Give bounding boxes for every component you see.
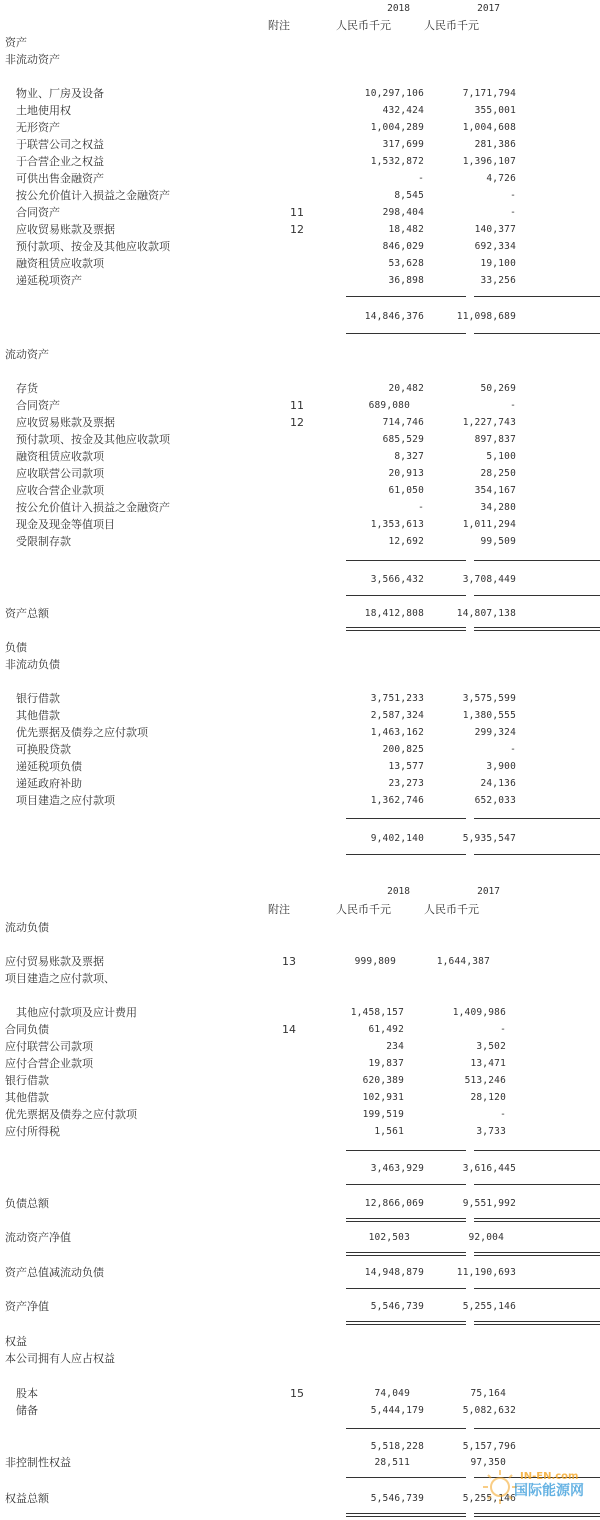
cl-row-2017: 1,644,387 [436, 956, 490, 967]
ca-row-2018: 20,913 [388, 468, 424, 479]
ca-row-2018: 8,327 [394, 451, 424, 462]
cl-row-2017: 513,246 [464, 1075, 506, 1086]
nca-row-2017: 140,377 [474, 224, 516, 235]
ncl-row-2018: 200,825 [382, 744, 424, 755]
ca-row-2018: 1,353,613 [370, 519, 424, 530]
double-rule [474, 1252, 600, 1256]
ca-row-note: 12 [290, 416, 304, 429]
cl-row-2017: - [500, 1024, 506, 1035]
cl-row-2018: 19,837 [368, 1058, 404, 1069]
cl-row-2017: 28,120 [470, 1092, 506, 1103]
non-current-liabilities-heading: 非流动负债 [5, 658, 60, 671]
double-rule [474, 1513, 600, 1517]
nca-row-2017: - [510, 190, 516, 201]
ca-row-label: 现金及现金等值项目 [16, 518, 115, 531]
cl-row-2018: 234 [386, 1041, 404, 1052]
ncl-row-label: 项目建造之应付款项 [16, 794, 115, 807]
ncl-row-label: 其他借款 [16, 709, 60, 722]
ca-row-2017: 28,250 [480, 468, 516, 479]
nca-row-2018: 1,004,289 [370, 122, 424, 133]
nca-row-2018: 53,628 [388, 258, 424, 269]
ca-row-label: 应收联营公司款项 [16, 467, 104, 480]
equity-row-2017: 5,082,632 [462, 1405, 516, 1416]
cl-row-label: 应付贸易账款及票据 [5, 955, 104, 968]
subtotal-rule [474, 1150, 600, 1151]
total-rule [346, 1477, 466, 1478]
ca-row-2017: 34,280 [480, 502, 516, 513]
ca-row-2017: 354,167 [474, 485, 516, 496]
nca-row-2018: 8,545 [394, 190, 424, 201]
nca-row-2017: 1,396,107 [462, 156, 516, 167]
ca-row-2017: 5,100 [486, 451, 516, 462]
nca-row-2018: 432,424 [382, 105, 424, 116]
nca-row-label: 应收贸易账款及票据 [16, 223, 115, 236]
subtotal-rule [474, 1428, 600, 1429]
nca-row-2018: 317,699 [382, 139, 424, 150]
nca-row-label: 于联营公司之权益 [16, 138, 104, 151]
ca-row-note: 11 [290, 399, 304, 412]
total-rule [346, 595, 466, 596]
nca-row-2018: 298,404 [382, 207, 424, 218]
total-rule [346, 1288, 466, 1289]
year-2018-header: 2018 [387, 886, 410, 897]
nca-row-2017: 4,726 [486, 173, 516, 184]
subtotal-rule [346, 560, 466, 561]
cl-row-2018: 102,931 [362, 1092, 404, 1103]
cl-row-2018: 199,519 [362, 1109, 404, 1120]
total-rule [346, 1184, 466, 1185]
total-assets-2018: 18,412,808 [364, 608, 424, 619]
total-assets-less-cl-label: 资产总值减流动负债 [5, 1266, 104, 1279]
cl-row-label: 银行借款 [5, 1074, 49, 1087]
total-assets-label: 资产总额 [5, 607, 49, 620]
nca-total-2018: 14,846,376 [364, 311, 424, 322]
ncl-row-label: 递延税项负债 [16, 760, 82, 773]
total-equity-label: 权益总额 [5, 1492, 49, 1505]
cl-row-label: 合同负债 [5, 1023, 49, 1036]
net-current-assets-2017: 92,004 [468, 1232, 504, 1243]
cl-project-label-line1: 项目建造之应付款项、 [5, 972, 115, 985]
nca-row-2018: 846,029 [382, 241, 424, 252]
cl-project-label-line2: 其他应付款项及应计费用 [16, 1006, 137, 1019]
total-rule [346, 854, 466, 855]
total-rule [474, 1288, 600, 1289]
ncl-row-2017: 3,575,599 [462, 693, 516, 704]
ncl-row-2018: 3,751,233 [370, 693, 424, 704]
cl-row-2017: 3,733 [476, 1126, 506, 1137]
net-assets-2017: 5,255,146 [462, 1301, 516, 1312]
ncl-row-2018: 1,463,162 [370, 727, 424, 738]
ncl-row-label: 优先票据及债券之应付款项 [16, 726, 148, 739]
subtotal-rule [346, 1150, 466, 1151]
currency-2017-header: 人民币千元 [424, 903, 479, 916]
net-assets-2018: 5,546,739 [370, 1301, 424, 1312]
total-assets-2017: 14,807,138 [456, 608, 516, 619]
nca-row-label: 预付款项、按金及其他应收款项 [16, 240, 170, 253]
cl-project-2017: 1,409,986 [452, 1007, 506, 1018]
net-current-assets-2018: 102,503 [368, 1232, 410, 1243]
ca-row-2018: - [418, 502, 424, 513]
ca-row-label: 融资租赁应收款项 [16, 450, 104, 463]
nca-row-label: 可供出售金融资产 [16, 172, 104, 185]
ca-row-2018: 685,529 [382, 434, 424, 445]
nca-row-label: 合同资产 [16, 206, 60, 219]
ca-row-label: 合同资产 [16, 399, 60, 412]
nca-row-label: 按公允价值计入损益之金融资产 [16, 189, 170, 202]
ncl-row-2018: 13,577 [388, 761, 424, 772]
cl-row-note: 14 [282, 1023, 296, 1036]
ca-row-label: 存货 [16, 382, 38, 395]
nca-row-label: 物业、厂房及设备 [16, 87, 104, 100]
cl-row-note: 13 [282, 955, 296, 968]
ncl-row-2018: 1,362,746 [370, 795, 424, 806]
ca-row-label: 按公允价值计入损益之金融资产 [16, 501, 170, 514]
nca-row-note: 12 [290, 223, 304, 236]
assets-heading: 资产 [5, 36, 27, 49]
ca-row-label: 应收合营企业款项 [16, 484, 104, 497]
double-rule [474, 627, 600, 631]
net-assets-label: 资产净值 [5, 1300, 49, 1313]
equity-row-label: 储备 [16, 1404, 38, 1417]
nca-row-2018: 1,532,872 [370, 156, 424, 167]
subtotal-rule [346, 1428, 466, 1429]
subtotal-rule [346, 818, 466, 819]
ncl-row-2017: 3,900 [486, 761, 516, 772]
non-current-assets-heading: 非流动资产 [5, 53, 60, 66]
ca-row-2017: - [510, 400, 516, 411]
nca-row-2017: 355,001 [474, 105, 516, 116]
nca-row-2018: 10,297,106 [364, 88, 424, 99]
cl-row-2017: - [500, 1109, 506, 1120]
non-controlling-2017: 97,350 [470, 1457, 506, 1468]
cl-row-2017: 13,471 [470, 1058, 506, 1069]
currency-2017-header: 人民币千元 [424, 19, 479, 32]
ncl-row-2017: 24,136 [480, 778, 516, 789]
ncl-row-2018: 23,273 [388, 778, 424, 789]
cl-total-2018: 3,463,929 [370, 1163, 424, 1174]
ca-row-2017: 50,269 [480, 383, 516, 394]
currency-2018-header: 人民币千元 [336, 19, 391, 32]
nca-row-label: 土地使用权 [16, 104, 71, 117]
cl-total-2017: 3,616,445 [462, 1163, 516, 1174]
cl-row-2018: 1,561 [374, 1126, 404, 1137]
cl-row-2017: 3,502 [476, 1041, 506, 1052]
equity-heading: 权益 [5, 1335, 27, 1348]
ca-row-2018: 689,080 [368, 400, 410, 411]
current-liabilities-heading: 流动负债 [5, 921, 49, 934]
current-assets-heading: 流动资产 [5, 348, 49, 361]
ca-row-2017: 99,509 [480, 536, 516, 547]
nca-row-label: 于合营企业之权益 [16, 155, 104, 168]
ncl-row-2017: 652,033 [474, 795, 516, 806]
nca-row-2018: 18,482 [388, 224, 424, 235]
year-2017-header: 2017 [477, 3, 500, 14]
ca-row-2018: 20,482 [388, 383, 424, 394]
total-liabilities-label: 负债总额 [5, 1197, 49, 1210]
nca-total-2017: 11,098,689 [456, 311, 516, 322]
ncl-total-2018: 9,402,140 [370, 833, 424, 844]
double-rule [474, 1218, 600, 1222]
equity-subtotal-2017: 5,157,796 [462, 1441, 516, 1452]
ca-row-2018: 61,050 [388, 485, 424, 496]
note-column-header: 附注 [268, 19, 290, 32]
year-2018-header: 2018 [387, 3, 410, 14]
nca-row-label: 递延税项资产 [16, 274, 82, 287]
total-liabilities-2017: 9,551,992 [462, 1198, 516, 1209]
ncl-row-label: 可换股贷款 [16, 743, 71, 756]
subtotal-rule [346, 296, 466, 297]
cl-row-label: 应付联营公司款项 [5, 1040, 93, 1053]
double-rule [346, 1252, 466, 1256]
non-controlling-2018: 28,511 [374, 1457, 410, 1468]
ca-total-2017: 3,708,449 [462, 574, 516, 585]
cl-row-label: 应付所得税 [5, 1125, 60, 1138]
watermark-text-top: IN-EN.com [520, 1471, 579, 1482]
equity-row-2017: 75,164 [470, 1388, 506, 1399]
total-assets-less-cl-2017: 11,190,693 [456, 1267, 516, 1278]
double-rule [346, 627, 466, 631]
total-equity-2017: 5,255,146 [462, 1493, 516, 1504]
equity-row-note: 15 [290, 1387, 304, 1400]
ca-row-label: 应收贸易账款及票据 [16, 416, 115, 429]
equity-subtotal-2018: 5,518,228 [370, 1441, 424, 1452]
total-rule [474, 333, 600, 334]
year-2017-header: 2017 [477, 886, 500, 897]
double-rule [474, 1321, 600, 1325]
watermark-text-bottom: 国际能源网 [514, 1483, 584, 1499]
cl-row-2018: 999,809 [354, 956, 396, 967]
total-rule [346, 333, 466, 334]
cl-row-label: 其他借款 [5, 1091, 49, 1104]
watermark-logo [478, 1462, 598, 1512]
liabilities-heading: 负债 [5, 641, 27, 654]
ca-row-2018: 714,746 [382, 417, 424, 428]
nca-row-2017: 19,100 [480, 258, 516, 269]
non-controlling-label: 非控制性权益 [5, 1456, 71, 1469]
ca-row-2017: 897,837 [474, 434, 516, 445]
nca-row-2017: - [510, 207, 516, 218]
cl-row-label: 应付合营企业款项 [5, 1057, 93, 1070]
ca-total-2018: 3,566,432 [370, 574, 424, 585]
subtotal-rule [474, 818, 600, 819]
ca-row-2017: 1,011,294 [462, 519, 516, 530]
ncl-row-2018: 2,587,324 [370, 710, 424, 721]
total-assets-less-cl-2018: 14,948,879 [364, 1267, 424, 1278]
total-liabilities-2018: 12,866,069 [364, 1198, 424, 1209]
ca-row-label: 预付款项、按金及其他应收款项 [16, 433, 170, 446]
nca-row-2018: 36,898 [388, 275, 424, 286]
nca-row-label: 融资租赁应收款项 [16, 257, 104, 270]
equity-row-label: 股本 [16, 1387, 38, 1400]
equity-row-2018: 5,444,179 [370, 1405, 424, 1416]
double-rule [346, 1218, 466, 1222]
ncl-row-2017: - [510, 744, 516, 755]
total-rule [474, 595, 600, 596]
subtotal-rule [474, 296, 600, 297]
ca-row-2018: 12,692 [388, 536, 424, 547]
ncl-total-2017: 5,935,547 [462, 833, 516, 844]
nca-row-note: 11 [290, 206, 304, 219]
ncl-row-2017: 1,380,555 [462, 710, 516, 721]
subtotal-rule [474, 560, 600, 561]
nca-row-label: 无形资产 [16, 121, 60, 134]
cl-row-2018: 620,389 [362, 1075, 404, 1086]
ncl-row-label: 银行借款 [16, 692, 60, 705]
note-column-header: 附注 [268, 903, 290, 916]
ca-row-2017: 1,227,743 [462, 417, 516, 428]
equity-attributable-heading: 本公司拥有人应占权益 [5, 1352, 115, 1365]
net-current-assets-label: 流动资产净值 [5, 1231, 71, 1244]
nca-row-2017: 281,386 [474, 139, 516, 150]
cl-row-label: 优先票据及债券之应付款项 [5, 1108, 137, 1121]
ncl-row-2017: 299,324 [474, 727, 516, 738]
nca-row-2018: - [418, 173, 424, 184]
cl-row-2018: 61,492 [368, 1024, 404, 1035]
ncl-row-label: 递延政府补助 [16, 777, 82, 790]
double-rule [346, 1321, 466, 1325]
cl-project-2018: 1,458,157 [350, 1007, 404, 1018]
equity-row-2018: 74,049 [374, 1388, 410, 1399]
nca-row-2017: 692,334 [474, 241, 516, 252]
currency-2018-header: 人民币千元 [336, 903, 391, 916]
double-rule [346, 1513, 466, 1517]
nca-row-2017: 1,004,608 [462, 122, 516, 133]
total-rule [474, 854, 600, 855]
total-rule [474, 1184, 600, 1185]
ca-row-label: 受限制存款 [16, 535, 71, 548]
nca-row-2017: 7,171,794 [462, 88, 516, 99]
nca-row-2017: 33,256 [480, 275, 516, 286]
total-equity-2018: 5,546,739 [370, 1493, 424, 1504]
